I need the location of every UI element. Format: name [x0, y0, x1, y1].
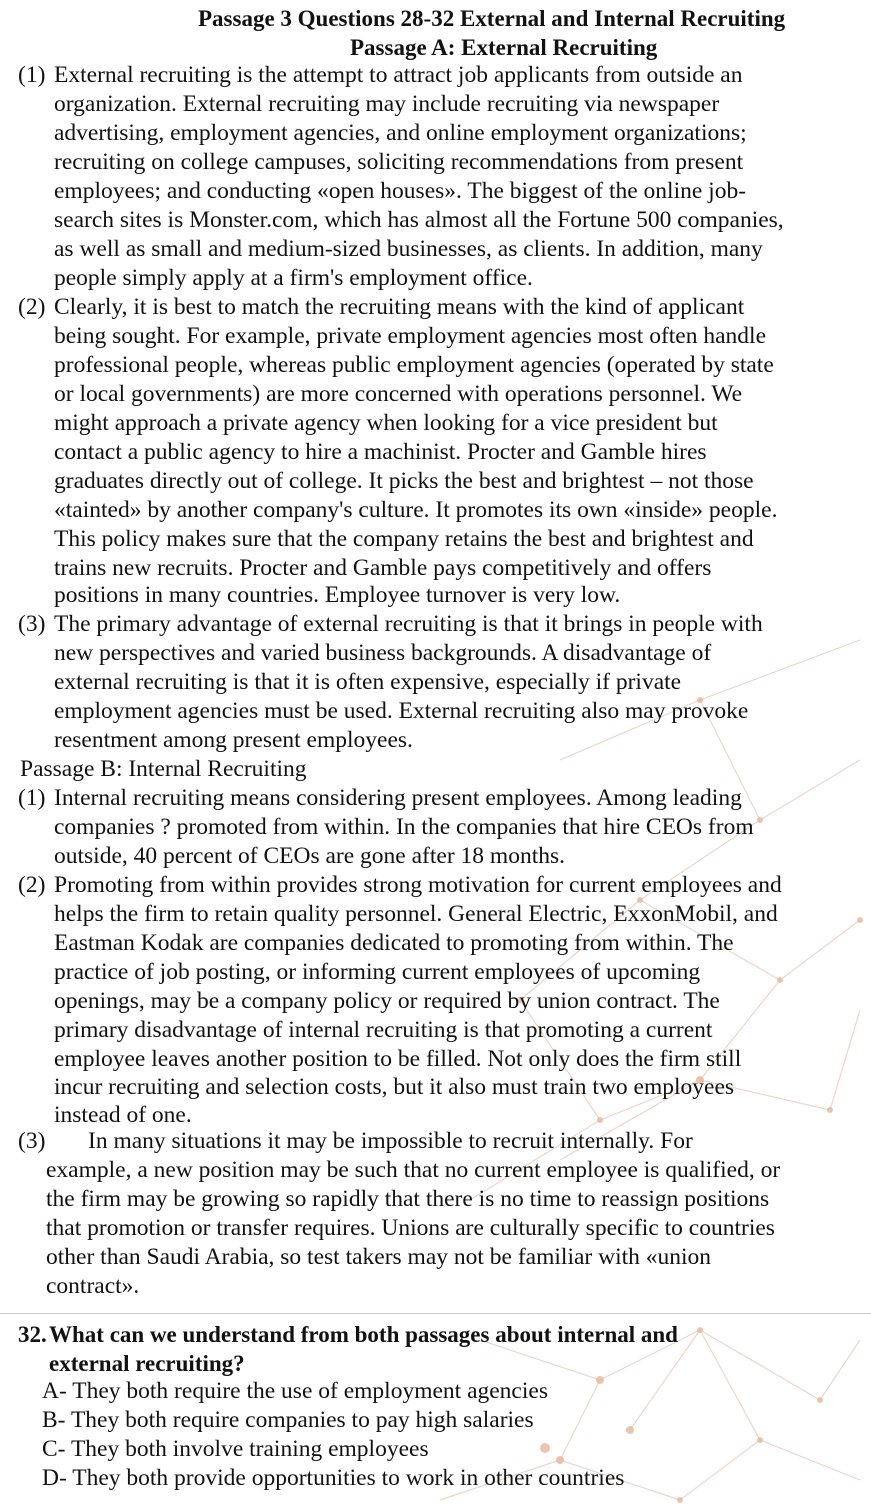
paragraph-number: (3)	[18, 611, 46, 637]
text-line: «tainted» by another company's culture. It promotes its own «inside» people.	[54, 497, 778, 523]
text-line: recruiting on college campuses, soliciting recommendations from present	[54, 149, 744, 175]
text-line: that promotion or transfer requires. Unions are culturally specific to countries	[46, 1215, 775, 1241]
answer-option-b[interactable]: B- They both require companies to pay high salaries	[42, 1407, 534, 1433]
text-line: new perspectives and varied business backgrounds. A disadvantage of	[54, 640, 712, 666]
question-number: 32.	[18, 1322, 47, 1347]
text-line: The primary advantage of external recruiting is that it brings in people with	[54, 611, 763, 637]
text-line: Internal recruiting means considering present employees. Among leading	[54, 785, 742, 811]
question-text: What can we understand from both passages about internal and	[49, 1322, 678, 1347]
text-line: as well as small and medium-sized businesses, as clients. In addition, many	[54, 236, 763, 262]
text-line: companies ? promoted from within. In the companies that hire CEOs from	[54, 814, 754, 840]
text-line: Promoting from within provides strong motivation for current employees and	[54, 872, 782, 898]
paragraph-number: (1)	[18, 62, 46, 88]
text-line: instead of one.	[54, 1102, 192, 1128]
text-line: being sought. For example, private employment agencies most often handle	[54, 323, 766, 349]
text-line: contract».	[46, 1273, 140, 1299]
section-divider	[0, 1313, 871, 1314]
text-line: primary disadvantage of internal recruiting is that promoting a current	[54, 1017, 713, 1043]
text-line: External recruiting is the attempt to attract job applicants from outside an	[54, 62, 743, 88]
text-line: practice of job posting, or informing current employees of upcoming	[54, 959, 701, 985]
text-line: helps the firm to retain quality personnel. General Electric, ExxonMobil, and	[54, 901, 778, 927]
text-line: This policy makes sure that the company retains the best and brightest and	[54, 526, 754, 552]
text-line: graduates directly out of college. It picks the best and brightest – not those	[54, 468, 754, 494]
text-line: employee leaves another position to be filled. Not only does the firm still	[54, 1046, 742, 1072]
text-line: the firm may be growing so rapidly that there is no time to reassign positions	[46, 1186, 770, 1212]
text-line: organization. External recruiting may include recruiting via newspaper	[54, 91, 720, 117]
text-line: employment agencies must be used. External recruiting also may provoke	[54, 698, 749, 724]
text-line: search sites is Monster.com, which has almost all the Fortune 500 companies,	[54, 207, 784, 233]
text-line: advertising, employment agencies, and online employment organizations;	[54, 120, 747, 146]
text-line: Clearly, it is best to match the recruiting means with the kind of applicant	[54, 294, 745, 320]
text-line: Eastman Kodak are companies dedicated to promoting from within. The	[54, 930, 734, 956]
text-line: trains new recruits. Procter and Gamble pays competitively and offers	[54, 555, 712, 581]
question-text: external recruiting?	[49, 1351, 245, 1376]
answer-option-a[interactable]: A- They both require the use of employment agencies	[42, 1378, 548, 1404]
text-line: employees; and conducting «open houses». The biggest of the online job-	[54, 178, 747, 204]
text-line: example, a new position may be such that no current employee is qualified, or	[46, 1157, 781, 1183]
answer-option-c[interactable]: C- They both involve training employees	[42, 1436, 429, 1462]
paragraph-number: (3)	[18, 1128, 46, 1154]
text-line: professional people, whereas public employment agencies (operated by state	[54, 352, 774, 378]
answer-option-d[interactable]: D- They both provide opportunities to work in other countries	[42, 1465, 625, 1491]
passage-a-heading: Passage A: External Recruiting	[350, 35, 658, 60]
text-line: might approach a private agency when looking for a vice president but	[54, 410, 718, 436]
text-line: contact a public agency to hire a machinist. Procter and Gamble hires	[54, 439, 707, 465]
text-line: resentment among present employees.	[54, 727, 413, 753]
paragraph-number: (1)	[18, 785, 46, 811]
text-line: positions in many countries. Employee turnover is very low.	[54, 582, 621, 608]
passage-b-heading: Passage B: Internal Recruiting	[20, 756, 307, 782]
paragraph-number: (2)	[18, 294, 46, 320]
text-line: other than Saudi Arabia, so test takers may not be familiar with «union	[46, 1244, 712, 1270]
text-line: or local governments) are more concerned with operations personnel. We	[54, 381, 743, 407]
document-title: Passage 3 Questions 28-32 External and Internal Recruiting	[198, 6, 786, 31]
paragraph-number: (2)	[18, 872, 46, 898]
text-line: external recruiting is that it is often expensive, especially if private	[54, 669, 682, 695]
text-line: In many situations it may be impossible to recruit internally. For	[88, 1128, 693, 1154]
text-line: incur recruiting and selection costs, but it also must train two employees	[54, 1074, 735, 1100]
text-line: openings, may be a company policy or required by union contract. The	[54, 988, 720, 1014]
text-line: people simply apply at a firm's employment office.	[54, 265, 533, 291]
text-line: outside, 40 percent of CEOs are gone after 18 months.	[54, 843, 565, 869]
